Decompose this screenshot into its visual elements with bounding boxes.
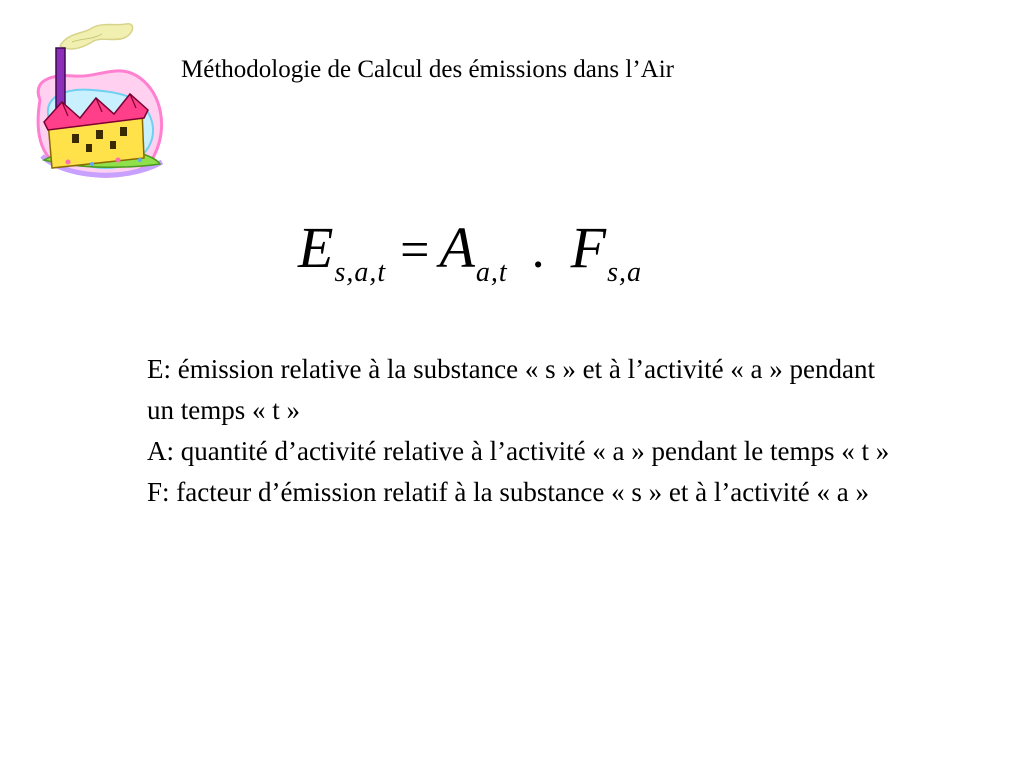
formula-equals-sign: = [400,222,430,279]
formula-term2-symbol: F [570,215,607,280]
formula-term2-subscript: s,a [607,257,643,288]
definition-f: F: facteur d’émission relatif à la substance « s » et à l’activité « a » [147,477,869,507]
definition-e: E: émission relative à la substance « s » et à l’activité « a » pendant un temps « t » [147,354,876,425]
formula-lhs-subscript: s,a,t [334,257,387,288]
factory-icon [22,18,172,188]
definitions-block [147,349,907,513]
formula-term1-subscript: a,t [475,257,508,288]
definition-a: A: quantité d’activité relative à l’activité « a » pendant le temps « t » [147,436,890,466]
emission-formula [298,208,642,288]
slide-title: Méthodologie de Calcul des émissions dans l’Air [181,56,674,83]
formula-multiply-operator: . [531,222,545,279]
formula-lhs-symbol: E [298,215,334,280]
formula-term1-symbol: A [439,215,475,280]
